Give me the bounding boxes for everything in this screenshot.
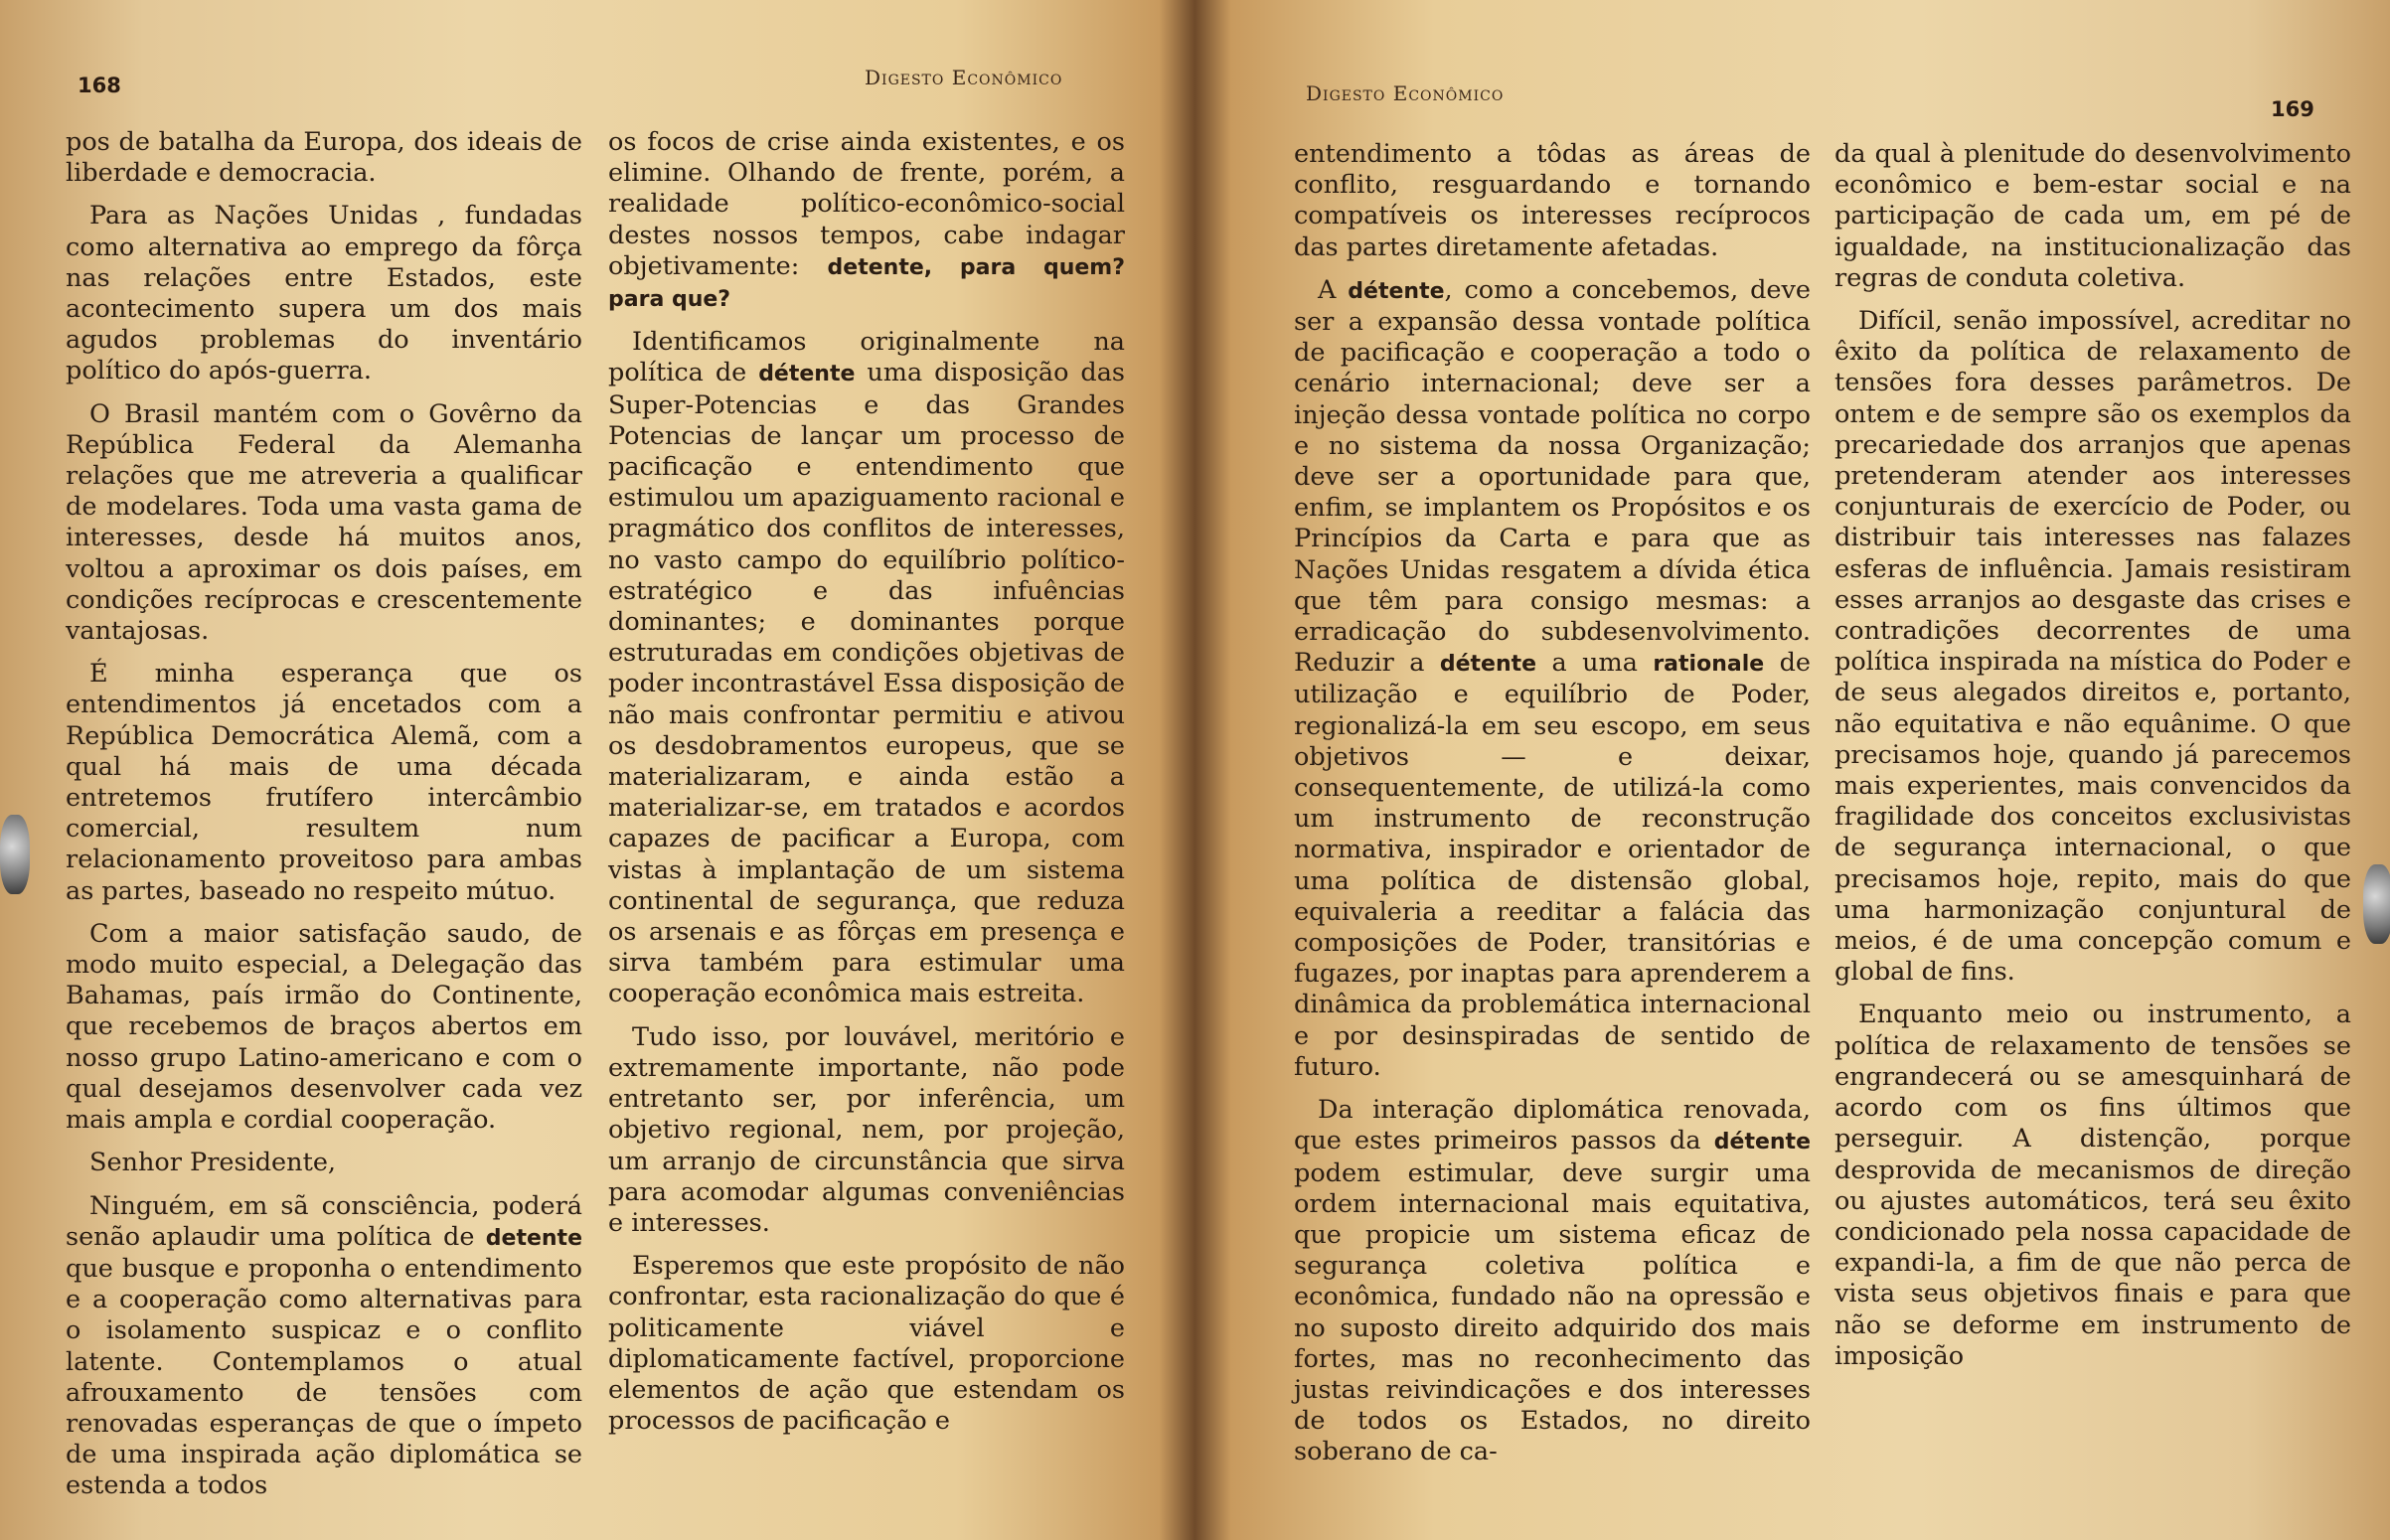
text-column-2 [608,127,1125,1437]
emphasized-term: rationale [1653,652,1765,678]
right-page [1202,0,2390,1540]
emphasized-term: détente [1713,1130,1811,1155]
emphasized-term: détente [1348,278,1445,304]
text-column-1 [66,127,582,1502]
paragraph: A détente, como a concebemos, deve ser a expansão dessa vontade política de pacificação e cooperação a todo o cenário internacional; deve ser a injeção dessa vontade política no corpo e no sistema da nossa Organização; deve ser a oportunidade para que, enfim, se implantem os Propósitos e os Princípios da Carta e para que as Nações Unidas resgatem a dívida ética que têm para consigo mesmas: a erradicação do subdesenvolvimento. Reduzir a détente a uma rationale de utilização e equilíbrio de Poder, regionalizá-la em seu escopo, em seus objetivos — e deixar, consequentemente, de utilizá-la como um instrumento de reconstrução normativa, inspirador e orientador de uma política de distensão global, equivaleria a reeditar a falácia das composições de Poder, transitórias e fugazes, por inaptas para aprenderem a dinâmica da problemática internacional e por desinspiradas de sentido de futuro. [1294,274,1811,1082]
paragraph: pos de batalha da Europa, dos ideais de liberdade e democracia. [66,127,582,189]
emphasized-term: detente, para quem? para que? [608,254,1125,313]
paragraph: Enquanto meio ou instrumento, a política de relaxamento de tensões se engrandecerá ou se amesquinhará de acordo com os fins últimos que perseguir. A distenção, porque desprovida de mecanismos de direção ou ajustes automáticos, terá seu êxito condicionado pela nossa capacidade de expandi-la, a fim de que não perca de vista seus objetivos finais e para que não se deforme em instrumento de imposição [1834,1000,2351,1371]
paragraph: É minha esperança que os entendimentos já encetados com a República Democrática Alemã, com a qual há mais de uma década entretemos frutífero intercâmbio comercial, resultem num relacionamento proveitoso para ambas as partes, baseado no respeito mútuo. [66,659,582,906]
binder-clip-left [0,815,30,894]
running-head: Digesto Econômico [865,66,1063,89]
paragraph: Identificamos originalmente na política de détente uma disposição das Super-Potencias e das Grandes Potencias de lançar um processo de pacificação e entendimento que estimulou um apaziguamento racional e pragmático dos conflitos de interesses, no vasto campo do equilíbrio político-estratégico e das infuências dominantes; e dominantes porque estruturadas em condições objetivas de poder incontrastável Essa disposição de não mais confrontar permitiu e ativou os desdobramentos europeus, que se materializaram, e ainda estão a materializar-se, em tratados e acordos capazes de pacificar a Europa, com vistas à implantação de um sistema continental de segurança, que reduza os arsenais e as fôrças em presença e sirva também para estimular uma cooperação econômica mais estreita. [608,327,1125,1009]
emphasized-term: détente [1439,652,1537,678]
paragraph: Ninguém, em sã consciência, poderá senão aplaudir uma política de detente que busque e proponha o entendimento e a cooperação como alternativas para o isolamento suspicaz e o conflito latente. Contemplamos o atual afrouxamento de tensões com renovadas esperanças de que o ímpeto de uma inspirada ação diplomática se estenda a todos [66,1190,582,1501]
page-number: 168 [78,74,121,97]
paragraph: entendimento a tôdas as áreas de conflito, resguardando e tornando compatíveis os interesses recíprocos das partes diretamente afetadas. [1294,139,1811,262]
running-head: Digesto Econômico [1306,81,1505,105]
paragraph: da qual à plenitude do desenvolvimento econômico e bem-estar social e na participação de cada um, em pé de igualdade, na institucionalização das regras de conduta coletiva. [1834,139,2351,293]
page-number: 169 [2271,97,2314,121]
emphasized-term: detente [485,1225,582,1251]
binder-clip-right [2363,864,2390,944]
emphasized-term: détente [758,362,856,387]
paragraph: Com a maior satisfação saudo, de modo muito especial, a Delegação das Bahamas, país irmão do Continente, que recebemos de braços abertos em nosso grupo Latino-americano e com o qual desejamos desenvolver cada vez mais ampla e cordial cooperação. [66,918,582,1136]
paragraph: Esperemos que este propósito de não confrontar, esta racionalização do que é politicamente viável e diplomaticamente factível, proporcione elementos de ação que estendam os processos de pacificação e [608,1251,1125,1437]
paragraph: Difícil, senão impossível, acreditar no êxito da política de relaxamento de tensões fora desses parâmetros. De ontem e de sempre são os exemplos da precariedade dos arranjos que apenas pretenderam atender aos interesses conjunturais de exercício de Poder, ou distribuir tais interesses nas falazes esferas de influência. Jamais resistiram esses arranjos ao desgaste das crises e contradições decorrentes de uma política inspirada na mística do Poder e de seus alegados direitos e, portanto, não equitativa e não equânime. O que precisamos hoje, quando já parecemos mais experientes, mais convencidos da fragilidade dos conceitos exclusivistas de segurança internacional, o que precisamos hoje, repito, mais do que uma harmonização conjuntural de meios, é de uma concepção comum e global de fins. [1834,306,2351,988]
text-column-2 [1834,139,2351,1372]
left-page [0,0,1188,1540]
paragraph: Tudo isso, por louvável, meritório e extremamente importante, não pode entretanto ser, por inferência, um objetivo regional, nem, por projeção, um arranjo de circunstância que sirva para acomodar algumas conveniências e interesses. [608,1021,1125,1238]
paragraph: Senhor Presidente, [89,1148,337,1178]
paragraph: O Brasil mantém com o Govêrno da República Federal da Alemanha relações que me atreveria a qualificar de modelares. Toda uma vasta gama de interesses, desde há muitos anos, voltou a aproximar os dois países, em condições recíprocas e crescentemente vantajosas. [66,398,582,647]
paragraph: os focos de crise ainda existentes, e os elimine. Olhando de frente, porém, a realidade político-econômico-social destes nossos tempos, cabe indagar objetivamente: detente, para quem? para que? [608,127,1125,313]
paragraph: Da interação diplomática renovada, que estes primeiros passos da détente podem estimular, deve surgir uma ordem internacional mais equitativa, que propicie um sistema eficaz de segurança coletiva política e econômica, fundado não na opressão e no suposto direito adquirido dos mais fortes, mas no reconhecimento das justas reivindicações e dos interesses de todos os Estados, no direito soberano de ca- [1294,1095,1811,1467]
paragraph: Para as Nações Unidas , fundadas como alternativa ao emprego da fôrça nas relações entre Estados, este acontecimento supera um dos mais agudos problemas do inventário político do após-guerra. [66,201,582,386]
text-column-1 [1294,139,1811,1468]
